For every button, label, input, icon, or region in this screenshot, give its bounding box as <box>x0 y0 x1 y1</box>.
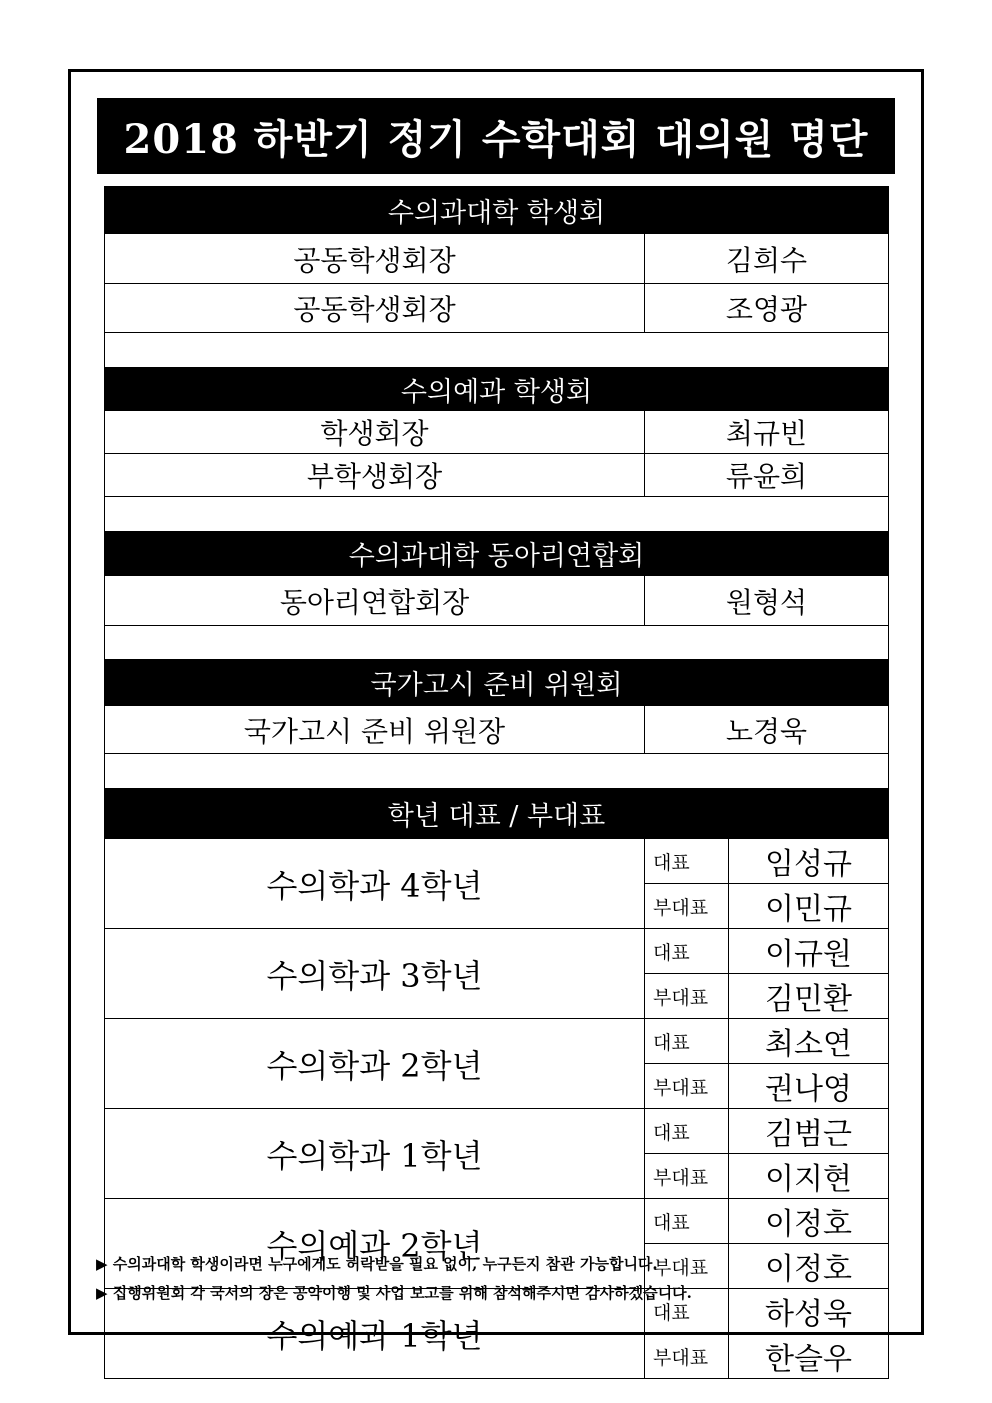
spacer-cell <box>105 626 889 660</box>
section-header: 학년 대표 / 부대표 <box>105 789 889 839</box>
spacer-row <box>105 497 889 532</box>
role-cell: 공동학생회장 <box>105 284 645 333</box>
vice-name: 이정호 <box>729 1244 889 1289</box>
spacer-cell <box>105 497 889 532</box>
spacer-row <box>105 626 889 660</box>
name-cell: 김희수 <box>645 234 889 284</box>
grade-row <box>105 839 889 884</box>
roster-table <box>104 186 889 1379</box>
grade-cell: 수의학과 1학년 <box>105 1109 645 1199</box>
vice-name: 이지현 <box>729 1154 889 1199</box>
footnote: ▶ 집행위원회 각 국서의 장은 공약이행 및 사업 보고를 위해 참석해주시면 감사하겠습니다. <box>96 1284 692 1302</box>
grade-row <box>105 1019 889 1064</box>
section-header-row <box>105 789 889 839</box>
spacer-cell <box>105 754 889 789</box>
vice-name: 권나영 <box>729 1064 889 1109</box>
rep-label: 대표 <box>645 1289 729 1334</box>
section-header: 수의과대학 학생회 <box>105 187 889 234</box>
section-header-row <box>105 532 889 576</box>
name-cell: 류윤희 <box>645 454 889 497</box>
section-header: 수의과대학 동아리연합회 <box>105 532 889 576</box>
footnote: ▶ 수의과대학 학생이라면 누구에게도 허락받을 필요 없이, 누구든지 참관 가능합니다. <box>96 1255 658 1273</box>
table-row <box>105 576 889 626</box>
section-header-row <box>105 368 889 411</box>
table-row <box>105 454 889 497</box>
vice-label: 부대표 <box>645 974 729 1019</box>
name-cell: 조영광 <box>645 284 889 333</box>
table-row <box>105 234 889 284</box>
section-header-row <box>105 187 889 234</box>
spacer-row <box>105 333 889 368</box>
rep-name: 이정호 <box>729 1199 889 1244</box>
grade-cell: 수의예과 1학년 <box>105 1289 645 1379</box>
rep-name: 최소연 <box>729 1019 889 1064</box>
rep-label: 대표 <box>645 839 729 884</box>
page-title: 2018 하반기 정기 수학대회 대의원 명단 <box>97 98 895 174</box>
grade-row <box>105 1109 889 1154</box>
rep-name: 하성욱 <box>729 1289 889 1334</box>
role-cell: 공동학생회장 <box>105 234 645 284</box>
rep-name: 김범근 <box>729 1109 889 1154</box>
spacer-row <box>105 754 889 789</box>
vice-label: 부대표 <box>645 884 729 929</box>
grade-cell: 수의학과 4학년 <box>105 839 645 929</box>
rep-label: 대표 <box>645 1109 729 1154</box>
rep-name: 이규원 <box>729 929 889 974</box>
table-row <box>105 706 889 754</box>
section-header: 수의예과 학생회 <box>105 368 889 411</box>
table-row <box>105 411 889 454</box>
role-cell: 동아리연합회장 <box>105 576 645 626</box>
section-header: 국가고시 준비 위원회 <box>105 660 889 706</box>
grade-row <box>105 1199 889 1244</box>
footnotes <box>96 1250 896 1308</box>
vice-label: 부대표 <box>645 1064 729 1109</box>
vice-label: 부대표 <box>645 1244 729 1289</box>
grade-cell: 수의학과 2학년 <box>105 1019 645 1109</box>
grade-row <box>105 929 889 974</box>
role-cell: 학생회장 <box>105 411 645 454</box>
role-cell: 국가고시 준비 위원장 <box>105 706 645 754</box>
name-cell: 원형석 <box>645 576 889 626</box>
grade-cell: 수의학과 3학년 <box>105 929 645 1019</box>
vice-name: 한슬우 <box>729 1334 889 1379</box>
name-cell: 노경욱 <box>645 706 889 754</box>
table-row <box>105 284 889 333</box>
rep-label: 대표 <box>645 929 729 974</box>
roster-sheet <box>104 186 888 1379</box>
rep-name: 임성규 <box>729 839 889 884</box>
grade-cell: 수의예과 2학년 <box>105 1199 645 1289</box>
role-cell: 부학생회장 <box>105 454 645 497</box>
section-header-row <box>105 660 889 706</box>
rep-label: 대표 <box>645 1019 729 1064</box>
name-cell: 최규빈 <box>645 411 889 454</box>
vice-name: 이민규 <box>729 884 889 929</box>
spacer-cell <box>105 333 889 368</box>
vice-label: 부대표 <box>645 1334 729 1379</box>
vice-name: 김민환 <box>729 974 889 1019</box>
rep-label: 대표 <box>645 1199 729 1244</box>
vice-label: 부대표 <box>645 1154 729 1199</box>
